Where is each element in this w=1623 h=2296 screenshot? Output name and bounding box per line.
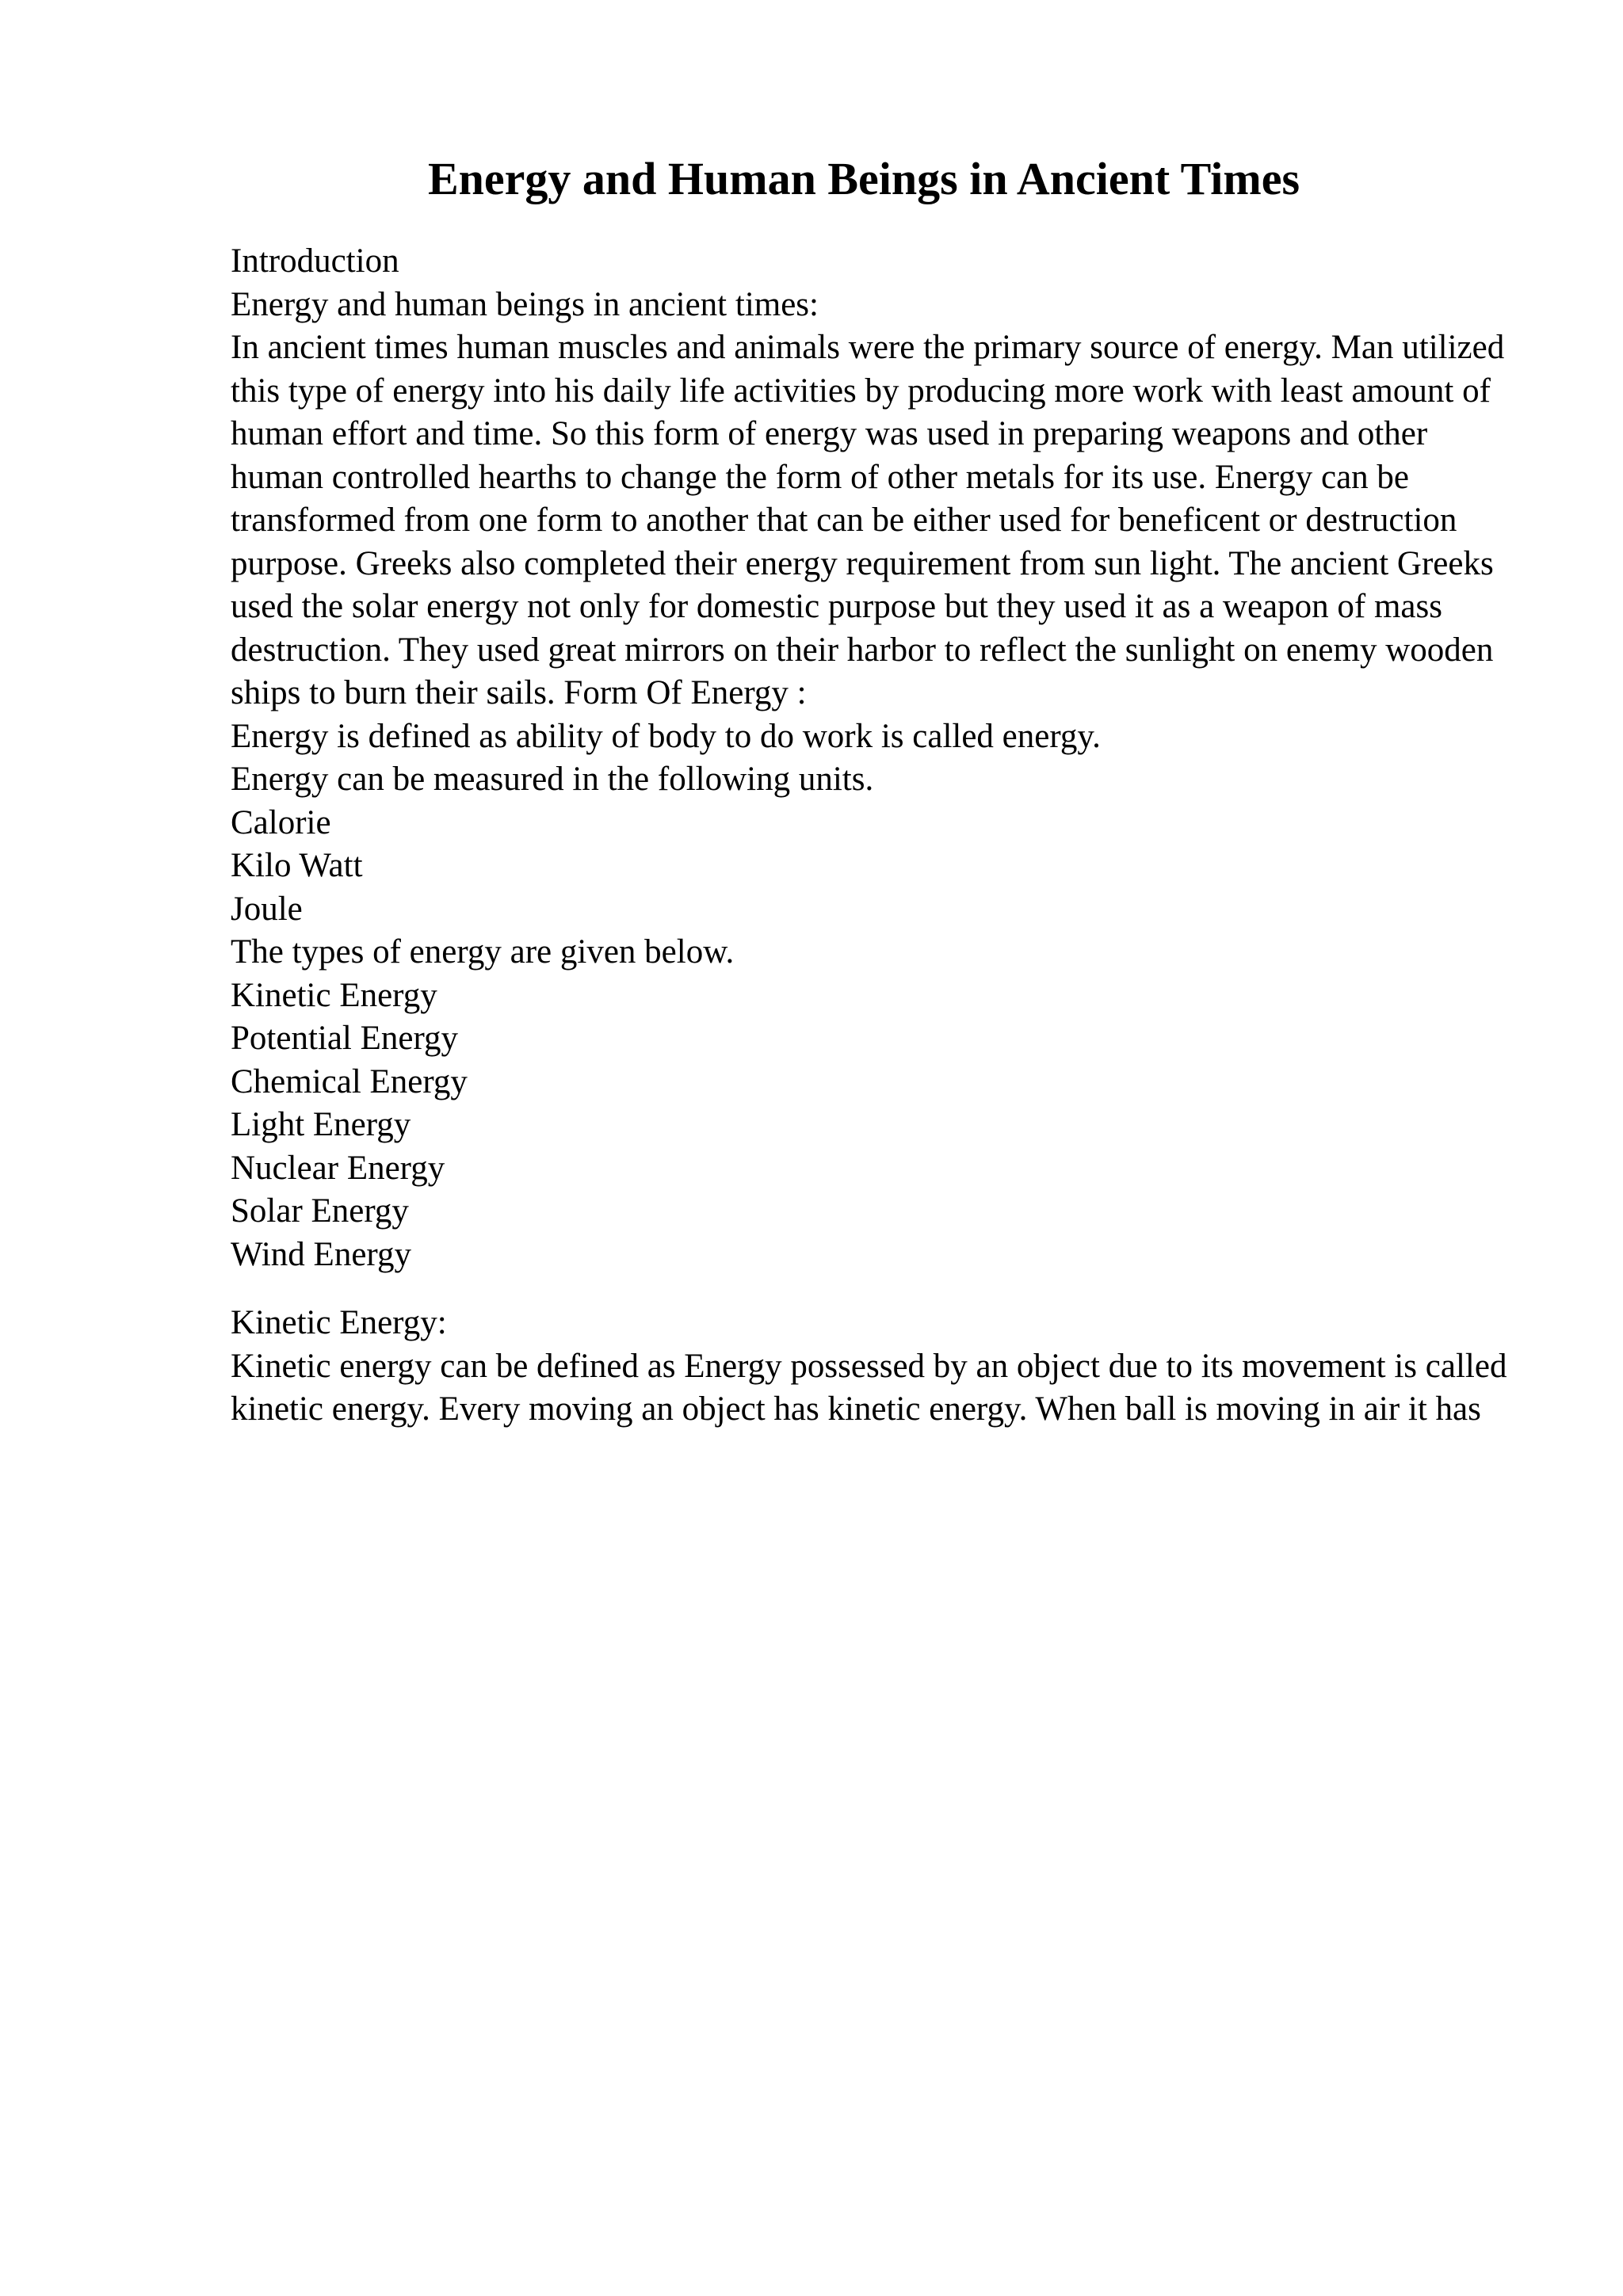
type-item: Potential Energy [231,1020,459,1057]
type-item: Chemical Energy [231,1062,468,1100]
document-body [231,240,1514,1432]
unit-item: Kilo Watt [231,847,363,884]
introduction-heading: Introduction [231,242,399,280]
unit-item: Calorie [231,803,331,841]
energy-definition: Energy is defined as ability of body to do work is called energy. [231,717,1101,755]
type-item: Light Energy [231,1106,411,1143]
paragraph-gap [231,1276,1514,1302]
kinetic-energy-heading: Kinetic Energy: [231,1304,447,1341]
intro-paragraph: In ancient times human muscles and animals were the primary source of energy. Man utilized this type of energy into his daily life activities by producing more work with least amount of human effort and time. So this form of energy was used in preparing weapons and other human controlled hearths to change the form of other metals for its use. Energy can be transformed from one form to another that can be either used for beneficent or destruction purpose. Greeks also completed their energy requirement from sun light. The ancient Greeks used the solar energy not only for domestic purpose but they used it as a weapon of mass destruction. They used great mirrors on their harbor to reflect the sunlight on enemy wooden ships to burn their sails. Form Of Energy : [231,329,1505,711]
type-item: Solar Energy [231,1192,409,1230]
types-intro: The types of energy are given below. [231,933,735,971]
unit-item: Joule [231,890,303,928]
kinetic-energy-paragraph: Kinetic energy can be defined as Energy possessed by an object due to its movement is called kinetic energy. Every moving an object has kinetic energy. When ball is moving in air it has [231,1347,1507,1428]
subheading: Energy and human beings in ancient times: [231,285,819,323]
type-item: Kinetic Energy [231,976,437,1014]
units-intro: Energy can be measured in the following units. [231,761,874,798]
document-title: Energy and Human Beings in Ancient Times [427,153,1300,204]
type-item: Nuclear Energy [231,1149,445,1187]
type-item: Wind Energy [231,1235,411,1273]
